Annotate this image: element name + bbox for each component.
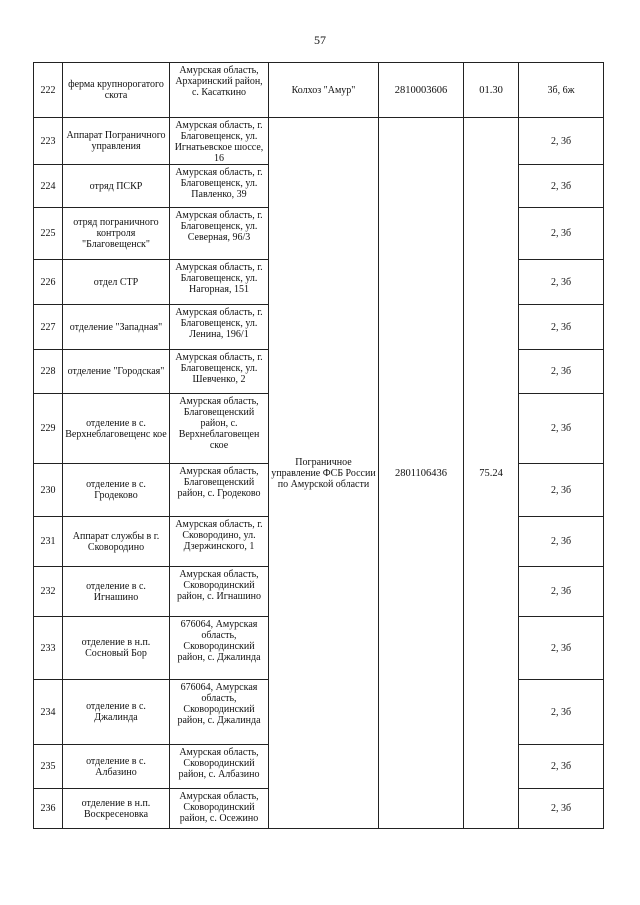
object-address: 676064, Амурская область, Сковородинский район, с. Джалинда	[170, 680, 269, 745]
object-name: ферма крупнорогатого скота	[63, 63, 170, 118]
object-address: Амурская область, г. Благовещенск, ул. Шевченко, 2	[170, 350, 269, 394]
object-address: Амурская область, Сковородинский район, с. Игнашино	[170, 567, 269, 617]
category-codes: 2, 3б	[519, 350, 604, 394]
object-name: отделение в с. Албазино	[63, 745, 170, 789]
category-codes: 2, 3б	[519, 745, 604, 789]
category-codes: 2, 3б	[519, 617, 604, 680]
organization-okved: 75.24	[464, 118, 519, 829]
registry-table	[33, 62, 604, 829]
organization-name: Колхоз "Амур"	[269, 63, 379, 118]
row-number: 231	[34, 517, 63, 567]
object-address: Амурская область, Благовещенский район, с. Верхнеблаговещен ское	[170, 394, 269, 464]
object-name: Аппарат службы в г. Сковородино	[63, 517, 170, 567]
object-name: отделение "Городская"	[63, 350, 170, 394]
row-number: 235	[34, 745, 63, 789]
row-number: 229	[34, 394, 63, 464]
object-address: Амурская область, г. Сковородино, ул. Дзержинского, 1	[170, 517, 269, 567]
row-number: 222	[34, 63, 63, 118]
row-number: 224	[34, 165, 63, 208]
category-codes: 2, 3б	[519, 464, 604, 517]
object-name: отряд пограничного контроля "Благовещенск"	[63, 208, 170, 260]
row-number: 233	[34, 617, 63, 680]
category-codes: 2, 3б	[519, 517, 604, 567]
object-address: Амурская область, г. Благовещенск, ул. Ленина, 196/1	[170, 305, 269, 350]
table-row	[34, 118, 604, 165]
object-name: отдел СТР	[63, 260, 170, 305]
row-number: 227	[34, 305, 63, 350]
object-name: отряд ПСКР	[63, 165, 170, 208]
category-codes: 2, 3б	[519, 305, 604, 350]
page-number: 57	[314, 33, 326, 47]
object-name: отделение "Западная"	[63, 305, 170, 350]
category-codes: 2, 3б	[519, 567, 604, 617]
object-name: отделение в с. Джалинда	[63, 680, 170, 745]
row-number: 225	[34, 208, 63, 260]
object-address: Амурская область, Архаринский район, с. Касаткино	[170, 63, 269, 118]
object-address: Амурская область, Благовещенский район, с. Гродеково	[170, 464, 269, 517]
organization-inn: 2810003606	[379, 63, 464, 118]
category-codes: 2, 3б	[519, 394, 604, 464]
organization-inn: 2801106436	[379, 118, 464, 829]
category-codes: 2, 3б	[519, 118, 604, 165]
row-number: 228	[34, 350, 63, 394]
row-number: 232	[34, 567, 63, 617]
row-number: 230	[34, 464, 63, 517]
category-codes: 2, 3б	[519, 208, 604, 260]
row-number: 223	[34, 118, 63, 165]
object-address: Амурская область, Сковородинский район, с. Албазино	[170, 745, 269, 789]
category-codes: 2, 3б	[519, 680, 604, 745]
object-address: Амурская область, Сковородинский район, с. Осежино	[170, 789, 269, 829]
object-name: Аппарат Пограничного управления	[63, 118, 170, 165]
object-name: отделение в с. Верхнеблаговещенс кое	[63, 394, 170, 464]
object-address: Амурская область, г. Благовещенск, ул. Нагорная, 151	[170, 260, 269, 305]
organization-name: Пограничное управление ФСБ России по Амурской области	[269, 118, 379, 829]
category-codes: 2, 3б	[519, 260, 604, 305]
object-name: отделение в с. Гродеково	[63, 464, 170, 517]
category-codes: 3б, 6ж	[519, 63, 604, 118]
category-codes: 2, 3б	[519, 165, 604, 208]
object-name: отделение в н.п. Воскресеновка	[63, 789, 170, 829]
row-number: 236	[34, 789, 63, 829]
object-address: Амурская область, г. Благовещенск, ул. Павленко, 39	[170, 165, 269, 208]
object-address: Амурская область, г. Благовещенск, ул. Северная, 96/3	[170, 208, 269, 260]
row-number: 226	[34, 260, 63, 305]
object-name: отделение в н.п. Сосновый Бор	[63, 617, 170, 680]
object-address: Амурская область, г. Благовещенск, ул. Игнатьевское шоссе, 16	[170, 118, 269, 165]
organization-okved: 01.30	[464, 63, 519, 118]
category-codes: 2, 3б	[519, 789, 604, 829]
object-name: отделение в с. Игнашино	[63, 567, 170, 617]
table-row	[34, 63, 604, 118]
object-address: 676064, Амурская область, Сковородинский район, с. Джалинда	[170, 617, 269, 680]
row-number: 234	[34, 680, 63, 745]
